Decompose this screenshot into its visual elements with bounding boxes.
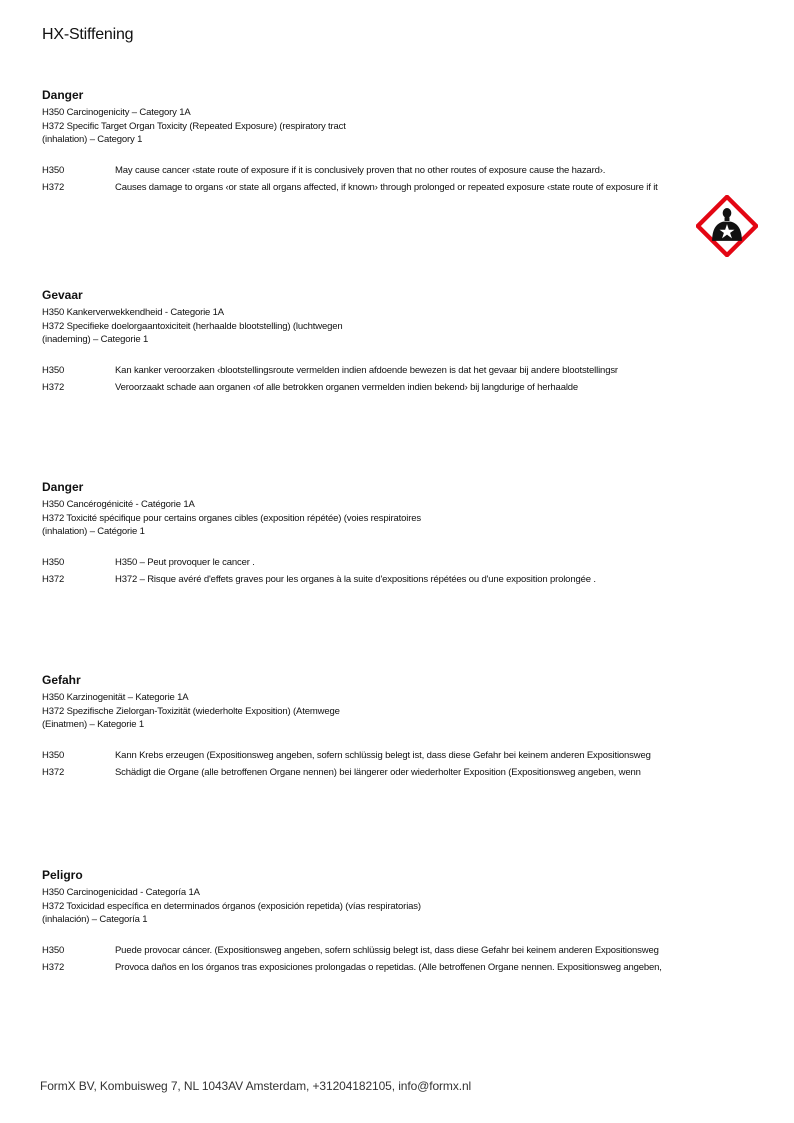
ghs-health-hazard-icon	[696, 195, 758, 257]
signal-word: Gefahr	[42, 673, 81, 687]
document-footer: FormX BV, Kombuisweg 7, NL 1043AV Amsterdam, +31204182105, info@formx.nl	[40, 1079, 472, 1093]
classification-line: H372 Toxicité spécifique pour certains organes cibles (exposition répétée) (voies respiratoires	[42, 512, 421, 524]
classification-line: H372 Specifieke doelorgaantoxiciteit (herhaalde blootstelling) (luchtwegen	[42, 320, 343, 332]
hazard-statement	[42, 573, 742, 586]
statement-code: H350	[42, 749, 65, 761]
hazard-statement	[42, 749, 742, 762]
hazard-statements	[42, 944, 742, 975]
classification-line: (inhalation) – Category 1	[42, 134, 143, 145]
statement-text: Schädigt die Organe (alle betroffenen Organe nennen) bei längerer oder wiederholter Exposition (Expositionsweg angeben, wenn	[115, 767, 641, 778]
hazard-statement	[42, 381, 742, 394]
statement-code: H350	[42, 556, 65, 568]
hazard-statements	[42, 556, 742, 587]
statement-code: H350	[42, 164, 65, 176]
signal-word: Danger	[42, 88, 84, 102]
hazard-statement	[42, 364, 742, 377]
hazard-statement	[42, 164, 742, 177]
hazard-section-nl	[42, 288, 742, 399]
statement-text: May cause cancer ‹state route of exposure if it is conclusively proven that no other routes of exposure cause the hazard›.	[115, 164, 606, 176]
classification-line: H350 Carcinogenicity – Category 1A	[42, 107, 191, 118]
hazard-section-fr	[42, 480, 742, 591]
statement-code: H350	[42, 944, 65, 956]
hazard-section-en	[42, 88, 742, 199]
classification-line: (Einatmen) – Kategorie 1	[42, 719, 145, 730]
statement-text: Kann Krebs erzeugen (Expositionsweg angeben, sofern schlüssig belegt ist, dass diese Gefahr bei keinem anderen Expositionsweg	[115, 749, 651, 761]
statement-code: H372	[42, 382, 65, 393]
statement-text: Kan kanker veroorzaken ‹blootstellingsroute vermelden indien afdoende bewezen is dat het gevaar bij andere blootstellingsr	[115, 364, 618, 376]
classification-line: H372 Spezifische Zielorgan-Toxizität (wiederholte Exposition) (Atemwege	[42, 705, 340, 717]
statement-code: H372	[42, 767, 65, 778]
hazard-statement	[42, 181, 742, 194]
classification-line: H350 Kankerverwekkendheid - Categorie 1A	[42, 307, 224, 318]
classification-line: H350 Carcinogenicidad - Categoría 1A	[42, 887, 200, 898]
hazard-statement	[42, 766, 742, 779]
hazard-section-de	[42, 673, 742, 784]
signal-word: Gevaar	[42, 288, 83, 302]
statement-text: Veroorzaakt schade aan organen ‹of alle betrokken organen vermelden indien bekend› bij langdurige of herhaalde	[115, 382, 579, 393]
classification-line: H372 Toxicidad específica en determinados órganos (exposición repetida) (vías respiratorias)	[42, 900, 421, 912]
classification-line: H372 Specific Target Organ Toxicity (Repeated Exposure) (respiratory tract	[42, 120, 346, 132]
hazard-statements	[42, 364, 742, 395]
classification-line: (inhalation) – Catégorie 1	[42, 526, 145, 537]
signal-word: Danger	[42, 480, 84, 494]
hazard-statements	[42, 749, 742, 780]
signal-word: Peligro	[42, 868, 83, 882]
statement-text: Puede provocar cáncer. (Expositionsweg angeben, sofern schlüssig belegt ist, dass diese Gefahr bei keinem anderen Expositionsweg	[115, 944, 659, 956]
classification-line: (inademing) – Categorie 1	[42, 334, 149, 345]
classification-line: H350 Cancérogénicité - Catégorie 1A	[42, 499, 195, 510]
classification-line: H350 Karzinogenität – Kategorie 1A	[42, 692, 189, 703]
hazard-section-es	[42, 868, 742, 979]
document-title: HX-Stiffening	[42, 26, 134, 43]
hazard-statements	[42, 164, 742, 195]
hazard-statement	[42, 961, 742, 974]
statement-code: H350	[42, 364, 65, 376]
statement-code: H372	[42, 574, 65, 585]
classification-line: (inhalación) – Categoría 1	[42, 914, 148, 925]
hazard-statement	[42, 556, 742, 569]
statement-text: Causes damage to organs ‹or state all organs affected, if known› through prolonged or repeated exposure ‹state route of exposure if it	[115, 182, 658, 193]
statement-text: H350 – Peut provoquer le cancer .	[115, 556, 255, 568]
statement-text: Provoca daños en los órganos tras exposiciones prolongadas o repetidas. (Alle betroffenen Organe nennen. Expositionsweg angeben,	[115, 962, 662, 973]
hazard-statement	[42, 944, 742, 957]
statement-code: H372	[42, 182, 65, 193]
statement-code: H372	[42, 962, 65, 973]
statement-text: H372 – Risque avéré d'effets graves pour les organes à la suite d'expositions répétées ou d'une exposition prolongée .	[115, 574, 596, 585]
